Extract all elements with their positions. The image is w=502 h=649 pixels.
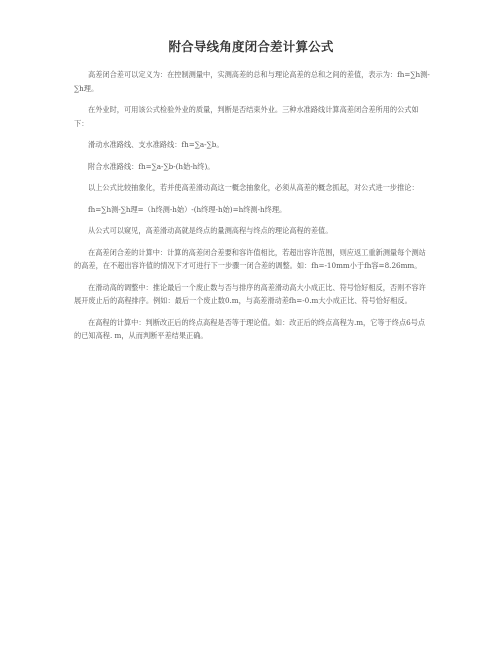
paragraph-adjustment: 在滑动高的调整中：推论最后一个废止数与否与排序的高差滑动高大小成正比、符号恰好相反，否则不容许展开废止后的高程排序。例如：最后一个废止数0.m，与高差滑动差fh=-0.m大小成正比、符号恰好相反。 xyxy=(74,282,426,305)
paragraph-conclusion: 从公式可以窥见，高差滑动高就是终点的量测高程与终点的理论高程的差值。 xyxy=(88,226,333,235)
paragraph-closure-check: 在高差闭合差的计算中：计算的高差闭合差要和容许值相比，若超出容许范围，则应返工重新测量每个测站的高差，在不超出容许值的情况下才可进行下一步骤一闭合差的调整。如：fh=-10mm小于fh容=8.26mm。 xyxy=(74,247,426,270)
paragraph-formula-closed-spur: 滑动水准路线、支水准路线：fh=∑a-∑b。 xyxy=(88,140,224,149)
paragraph-field-check: 在外业时，可用该公式检验外业的质量，判断是否结束外业。三种水准路线计算高差闭合差所用的公式如下： xyxy=(74,105,419,128)
paragraph-derivation: fh=∑h测-∑h理=（h终测-h始）-(h终理-h始)=h终测-h终理。 xyxy=(88,204,287,214)
paragraph-abstraction-note: 以上公式比较抽象化，若并使高差滑动高这一概念抽象化，必须从高差的概念抓起，对公式进一步推论： xyxy=(88,183,419,192)
paragraph-formula-attached: 附合水准路线：fh=∑a-∑b-(h始-h终)。 xyxy=(88,161,215,171)
document-title: 附合导线角度闭合差计算公式 xyxy=(168,39,334,54)
document-body xyxy=(74,68,430,351)
paragraph-elevation-check: 在高程的计算中：判断改正后的终点高程是否等于理论值。如：改正后的终点高程为.m，它等于终点6号点的已知高程. m，从而判断平差结果正确。 xyxy=(74,317,426,340)
paragraph-definition: 高差闭合差可以定义为：在控制测量中，实测高差的总和与理论高差的总和之间的差值，表示为：fh=∑h测-∑h理。 xyxy=(74,70,430,93)
